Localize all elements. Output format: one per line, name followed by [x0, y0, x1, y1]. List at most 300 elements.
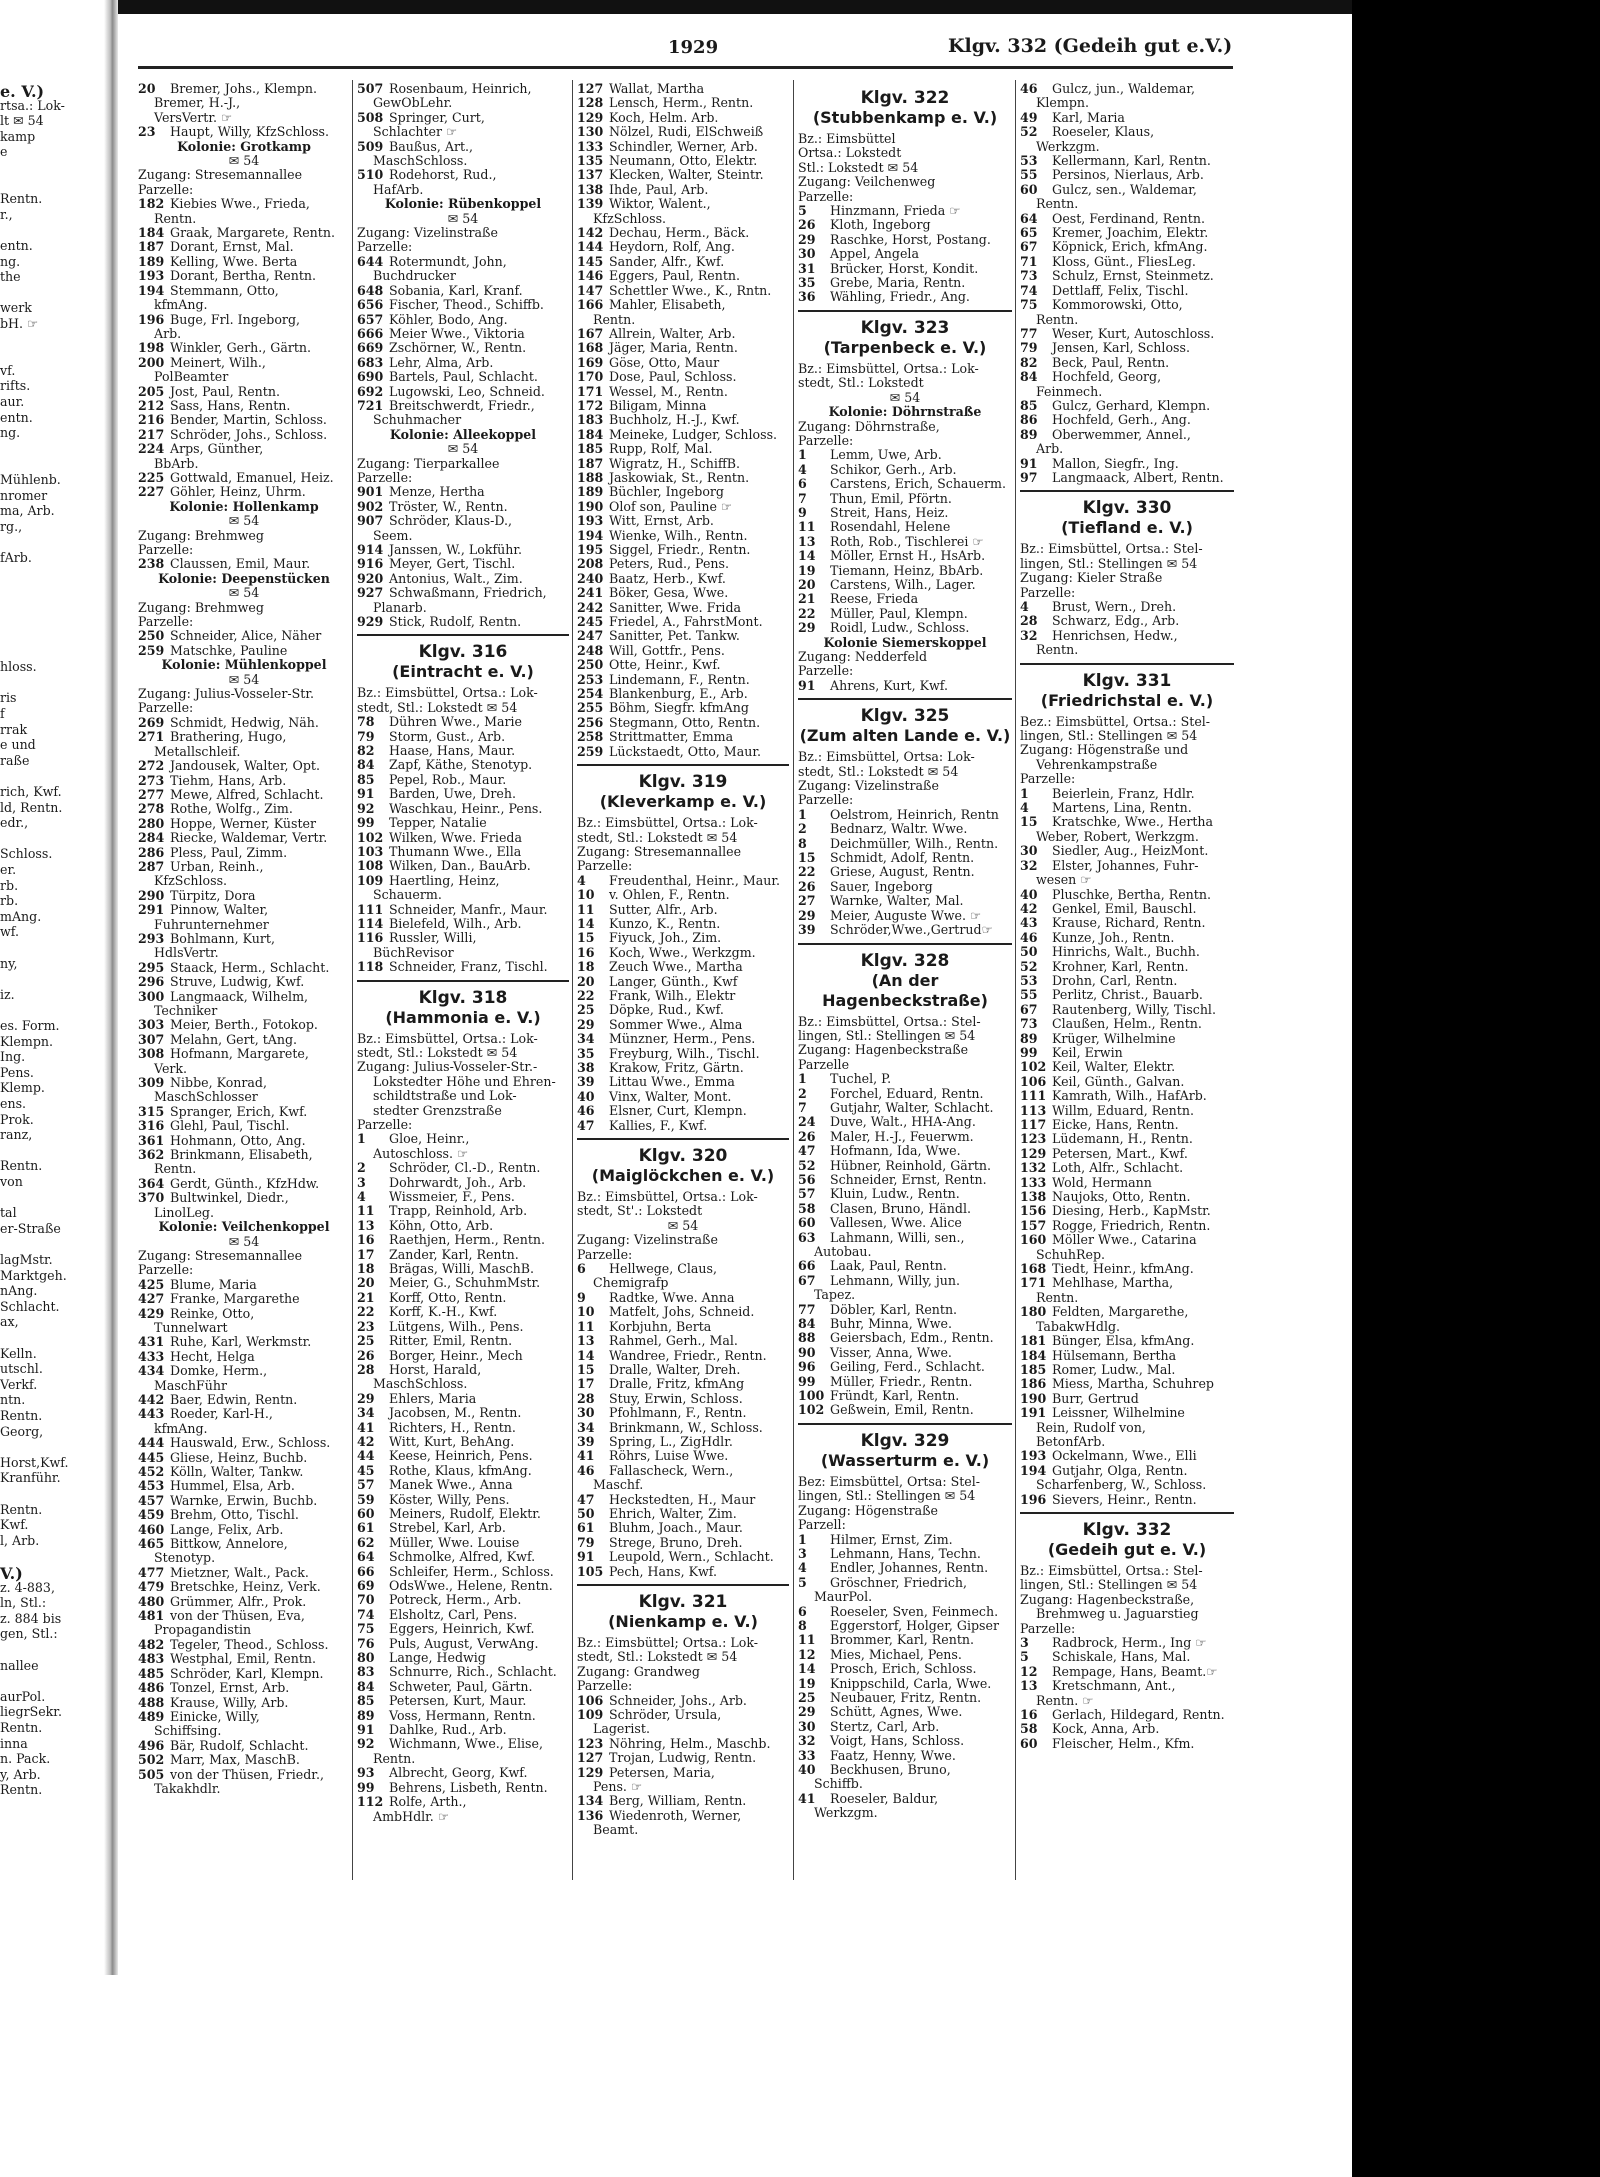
plot-number: 4: [798, 1561, 807, 1576]
previous-page-fragment: e und: [0, 737, 36, 753]
plot-number: 41: [357, 1420, 375, 1435]
plot-number: 483: [138, 1652, 165, 1667]
tenant-name: Jacobsen, M., Rentn.: [385, 1406, 522, 1421]
plot-entry: [1020, 1176, 1234, 1190]
plot-entry: [577, 255, 789, 269]
plot-entry: [798, 851, 1012, 865]
tenant-name: Tuchel, P.: [826, 1072, 892, 1087]
address-line: Ortsa.: Lokstedt: [798, 146, 902, 161]
plot-number: 157: [1020, 1218, 1047, 1233]
tenant-name: Fallascheck, Wern.,: [605, 1463, 734, 1478]
plot-entry: [357, 385, 569, 399]
association-name: (Nienkamp e. V.): [608, 1612, 758, 1631]
tenant-name: Haase, Hans, Maur.: [385, 744, 516, 759]
gutter-shadow: [104, 0, 118, 1975]
plot-entry: [1020, 1708, 1234, 1722]
tenant-name: Mietzner, Walt., Pack.: [166, 1565, 309, 1580]
tenant-name: Bretschke, Heinz, Verk.: [166, 1580, 321, 1595]
plot-entry: [357, 1132, 569, 1146]
plot-entry: [357, 1593, 569, 1607]
previous-page-fragment: mAng.: [0, 908, 42, 924]
plot-number: 690: [357, 370, 384, 385]
tenant-name: Koch, Helm. Arb.: [605, 110, 719, 125]
previous-page-fragment: lagMstr.: [0, 1252, 53, 1267]
entry-continuation: Rentn.: [1036, 1290, 1079, 1305]
association-number: Klgv. 321: [638, 1592, 728, 1612]
plot-entry: [357, 370, 569, 384]
plot-number: 488: [138, 1695, 165, 1710]
tenant-name: Naujoks, Otto, Rentn.: [1048, 1190, 1191, 1205]
plot-entry: [138, 990, 350, 1004]
plot-entry: [138, 629, 350, 643]
plot-entry: [357, 615, 569, 629]
plot-entry: [138, 788, 350, 802]
previous-page-fragment: Kwf.: [0, 1517, 29, 1533]
plot-entry: [1020, 1636, 1234, 1650]
tenant-name: Claussen, Emil, Maur.: [166, 557, 311, 572]
plot-entry: [798, 808, 1012, 822]
plot-number: 4: [798, 462, 807, 477]
plot-entry: [798, 1317, 1012, 1331]
plot-entry: [1020, 327, 1234, 341]
plot-entry: [577, 946, 789, 960]
address-line: Bz.: Eimsbüttel: [798, 132, 896, 146]
tenant-name: Dralle, Fritz, kfmAng: [605, 1377, 745, 1392]
plot-number: 99: [357, 1780, 375, 1795]
previous-page-fragment: z. 884 bis: [0, 1610, 62, 1626]
plot-number: 28: [357, 1362, 375, 1377]
tenant-name: Hauswald, Erw., Schloss.: [166, 1436, 331, 1451]
plot-number: 156: [1020, 1204, 1047, 1219]
plot-number: 132: [1020, 1161, 1047, 1176]
plot-number: 508: [357, 110, 384, 125]
previous-page-fragment: rrak: [0, 721, 28, 737]
plot-number: 245: [577, 615, 604, 630]
plot-entry: [357, 874, 569, 888]
postal-code: ✉ 54: [228, 672, 260, 687]
plot-entry: [798, 909, 1012, 923]
previous-page-fragment: f: [0, 706, 5, 721]
plot-number: 146: [577, 269, 604, 284]
entry-continuation: Werkzgm.: [814, 1806, 878, 1821]
tenant-name: Wigratz, H., SchiffB.: [605, 456, 741, 471]
entry-continuation: Stenotyp.: [154, 1551, 216, 1566]
previous-page-fragment: utschl.: [0, 1361, 43, 1377]
previous-page-fragment: entn.: [0, 409, 33, 425]
plot-number: 429: [138, 1306, 165, 1321]
plot-entry: [577, 197, 789, 211]
plot-number: 22: [798, 865, 816, 880]
plot-number: 32: [798, 1734, 816, 1749]
plot-entry: [798, 607, 1012, 621]
plot-number: 22: [577, 988, 595, 1003]
tenant-name: Janssen, W., Lokführ.: [385, 543, 523, 557]
plot-number: 31: [798, 261, 816, 276]
plot-number: 50: [1020, 945, 1038, 960]
plot-number: 26: [357, 1348, 375, 1363]
plot-entry: [357, 1262, 569, 1276]
tenant-name: Eicke, Hans, Rentn.: [1048, 1118, 1179, 1132]
address-line: Bz.: Eimsbüttel, Ortsa.: Lok-: [798, 361, 979, 376]
plot-number: 296: [138, 975, 165, 990]
plot-number: 20: [577, 974, 595, 989]
tenant-name: v. Ohlen, F., Rentn.: [605, 888, 730, 903]
plot-number: 109: [577, 1708, 604, 1723]
plot-entry: [138, 356, 350, 370]
entry-continuation: Rentn.: [1036, 312, 1079, 327]
plot-entry: [577, 716, 789, 730]
plot-entry: [577, 356, 789, 370]
section-separator: [577, 1138, 789, 1140]
plot-entry: [138, 1667, 350, 1681]
plot-entry: [798, 1360, 1012, 1374]
entry-continuation: MaschFühr: [154, 1378, 228, 1393]
tenant-name: Heckstedten, H., Maur: [605, 1492, 756, 1507]
plot-number: 40: [577, 1089, 595, 1104]
plot-number: 510: [357, 168, 384, 183]
previous-page-fragment: vf.: [0, 362, 16, 378]
tenant-name: Schweter, Paul, Gärtn.: [385, 1679, 533, 1694]
plot-number: 89: [357, 1708, 375, 1723]
plot-entry: [798, 1303, 1012, 1317]
entry-continuation: Scharfenberg, W., Schloss.: [1036, 1478, 1207, 1493]
plot-number: 85: [357, 1694, 375, 1709]
plot-number: 84: [357, 1679, 375, 1694]
column-rule: [793, 80, 794, 1880]
tenant-name: Gutjahr, Walter, Schlacht.: [826, 1100, 994, 1115]
plot-entry: [1020, 1089, 1234, 1103]
tenant-name: Pfohlmann, F., Rentn.: [605, 1406, 747, 1421]
plot-number: 692: [357, 384, 384, 399]
plot-entry: [577, 673, 789, 687]
plot-number: 193: [577, 514, 604, 529]
plot-number: 91: [357, 1723, 375, 1738]
association-number: Klgv. 323: [860, 317, 950, 338]
tenant-name: Gulcz, Gerhard, Klempn.: [1048, 398, 1211, 413]
tenant-name: Oberwemmer, Annel.,: [1048, 427, 1191, 442]
plot-number: 7: [798, 491, 807, 506]
tenant-name: Drohn, Carl, Rentn.: [1048, 973, 1178, 988]
plot-entry: [577, 1047, 789, 1061]
plot-entry: [138, 903, 350, 917]
plot-entry: [357, 1176, 569, 1190]
plot-number: 489: [138, 1709, 165, 1724]
plot-number: 64: [1020, 211, 1038, 226]
plot-number: 208: [577, 557, 604, 572]
plot-number: 84: [357, 758, 375, 773]
plot-number: 75: [357, 1622, 375, 1637]
access-road: Zugang: Veilchenweg: [798, 175, 936, 190]
tenant-name: Gerlach, Hildegard, Rentn.: [1048, 1708, 1225, 1723]
plot-entry: [577, 1003, 789, 1017]
plot-number: 183: [577, 413, 604, 428]
plot-entry: [357, 1435, 569, 1449]
plot-entry: [798, 1216, 1012, 1230]
tenant-name: Müller, Wwe. Louise: [385, 1535, 520, 1550]
plot-entry: [357, 298, 569, 312]
plot-number: 291: [138, 903, 165, 918]
previous-page-fragment: ma, Arb.: [0, 503, 55, 519]
tenant-name: Dohrwardt, Joh., Arb.: [385, 1175, 527, 1190]
plot-label: Parzelle:: [138, 615, 194, 630]
tenant-name: Zander, Karl, Rentn.: [385, 1247, 519, 1262]
plot-number: 123: [577, 1736, 604, 1751]
tenant-name: Brücker, Horst, Kondit.: [826, 261, 979, 276]
plot-number: 138: [577, 182, 604, 197]
plot-number: 56: [798, 1172, 816, 1187]
plot-number: 224: [138, 442, 165, 457]
plot-entry: [798, 1749, 1012, 1763]
plot-number: 83: [357, 1665, 375, 1680]
plot-entry: [1020, 974, 1234, 988]
previous-page-fragment: ng.: [0, 425, 21, 441]
previous-page-fragment: ny,: [0, 955, 18, 971]
plot-entry: [577, 471, 789, 485]
tenant-name: Bednarz, Waltr. Wwe.: [826, 822, 968, 837]
tenant-name: Wichmann, Wwe., Elise,: [385, 1737, 543, 1752]
plot-entry: [798, 1720, 1012, 1734]
tenant-name: Dorant, Bertha, Rentn.: [166, 269, 317, 284]
plot-entry: [357, 917, 569, 931]
plot-entry: [357, 1219, 569, 1233]
plot-number: 293: [138, 931, 165, 946]
plot-entry: [1020, 888, 1234, 902]
plot-number: 242: [577, 600, 604, 615]
tenant-name: Kamrath, Wilh., HafArb.: [1048, 1089, 1207, 1104]
plot-entry: [357, 1478, 569, 1492]
tenant-name: Zapf, Käthe, Stenotyp.: [385, 758, 533, 773]
association-number: Klgv. 322: [860, 88, 950, 108]
plot-entry: [1020, 1075, 1234, 1089]
plot-entry: [357, 1579, 569, 1593]
plot-entry: [1020, 154, 1234, 168]
tenant-name: Buge, Frl. Ingeborg,: [166, 312, 301, 327]
tenant-name: Möller, Ernst H., HsArb.: [826, 549, 986, 564]
entry-continuation: PolBeamter: [154, 370, 229, 385]
plot-entry: [138, 1393, 350, 1407]
directory-column: [138, 82, 350, 1796]
tenant-name: Schneider, Franz, Tischl.: [385, 960, 548, 975]
tenant-name: Keese, Heinrich, Pens.: [385, 1449, 533, 1464]
entry-continuation: SchuhRep.: [1036, 1247, 1106, 1262]
plot-entry: [357, 1795, 569, 1809]
entry-continuation: AmbHdlr. ☞: [373, 1809, 450, 1824]
plot-entry: [1020, 428, 1234, 442]
plot-number: 916: [357, 557, 384, 572]
plot-entry: [138, 255, 350, 269]
tenant-name: Kluin, Ludw., Rentn.: [826, 1187, 960, 1202]
plot-entry: [357, 1291, 569, 1305]
plot-entry: [798, 247, 1012, 261]
plot-number: 460: [138, 1522, 165, 1537]
plot-entry: [577, 413, 789, 427]
association-name: (Wasserturm e. V.): [820, 1450, 990, 1470]
plot-entry: [798, 1763, 1012, 1777]
tenant-name: Hülsemann, Bertha: [1048, 1348, 1177, 1363]
tenant-name: Springer, Curt,: [385, 110, 485, 125]
plot-number: 57: [357, 1478, 375, 1493]
plot-number: 32: [1020, 858, 1038, 873]
plot-number: 66: [798, 1259, 816, 1274]
plot-number: 227: [138, 485, 165, 500]
postal-code: ✉ 54: [667, 1218, 699, 1233]
plot-number: 271: [138, 730, 165, 745]
plot-number: 30: [1020, 844, 1038, 859]
entry-continuation: Schiffsing.: [154, 1724, 222, 1739]
tenant-name: Oest, Ferdinand, Rentn.: [1048, 211, 1205, 226]
address-line: Bz.: Eimsbüttel, Ortsa.: Lok-: [577, 816, 758, 831]
tenant-name: Sass, Hans, Rentn.: [166, 398, 291, 413]
previous-page-fragment: Verkf.: [0, 1376, 38, 1392]
plot-number: 284: [138, 831, 165, 846]
plot-number: 91: [798, 678, 816, 693]
plot-number: 60: [1020, 1736, 1038, 1751]
tenant-name: Lange, Felix, Arb.: [166, 1522, 284, 1537]
plot-number: 20: [357, 1276, 375, 1291]
plot-number: 300: [138, 989, 165, 1004]
plot-number: 8: [798, 1618, 807, 1633]
tenant-name: Gliese, Heinz, Buchb.: [166, 1450, 308, 1465]
plot-number: 29: [798, 1705, 816, 1720]
plot-entry: [1020, 1204, 1234, 1218]
plot-entry: [1020, 1363, 1234, 1377]
plot-number: 459: [138, 1508, 165, 1523]
section-separator: [1020, 663, 1234, 665]
tenant-name: Brust, Wern., Dreh.: [1048, 600, 1177, 614]
tenant-name: Schettler Wwe., K., Rntn.: [605, 283, 772, 298]
plot-number: 127: [577, 1751, 604, 1766]
address-line: lingen, Stl.: Stellingen ✉ 54: [1020, 556, 1198, 571]
tenant-name: Witt, Kurt, BehAng.: [385, 1434, 515, 1449]
plot-number: 88: [798, 1331, 816, 1346]
plot-number: 194: [1020, 1463, 1047, 1478]
plot-number: 644: [357, 254, 384, 269]
access-road: Zugang: Brehmweg: [138, 600, 264, 615]
tenant-name: Karl, Maria: [1048, 110, 1125, 125]
plot-number: 434: [138, 1364, 165, 1379]
plot-number: 18: [357, 1262, 375, 1277]
plot-number: 308: [138, 1047, 165, 1062]
tenant-name: Neubauer, Fritz, Rentn.: [826, 1690, 982, 1705]
tenant-name: OdsWwe., Helene, Rentn.: [385, 1579, 553, 1593]
previous-page-fragment: wf.: [0, 924, 19, 940]
colony-heading: Kolonie: Alleekoppel: [389, 427, 537, 442]
plot-number: 106: [1020, 1074, 1047, 1089]
previous-page-fragment: aurPol.: [0, 1688, 46, 1704]
plot-entry: [357, 1536, 569, 1550]
tenant-name: Lehmann, Willy, jun.: [826, 1273, 960, 1288]
plot-number: 185: [577, 442, 604, 457]
tenant-name: Schwaßmann, Friedrich,: [385, 586, 547, 601]
tenant-name: Ahrens, Kurt, Kwf.: [826, 678, 948, 693]
association-number: Klgv. 320: [638, 1146, 728, 1167]
scan-top-edge: [118, 0, 1352, 14]
plot-number: 44: [357, 1449, 375, 1464]
entry-continuation: Metallschleif.: [154, 744, 241, 759]
plot-entry: [577, 644, 789, 658]
plot-entry: [577, 1421, 789, 1435]
plot-number: 36: [798, 290, 816, 305]
colony-heading: Kolonie Siemerskoppel: [823, 635, 987, 650]
tenant-name: Sobania, Karl, Kranf.: [385, 283, 523, 298]
tenant-name: Lugowski, Leo, Schneid.: [385, 384, 545, 399]
tenant-name: Richters, H., Rentn.: [385, 1420, 516, 1435]
plot-entry: [138, 1479, 350, 1493]
access-road: Zugang: Högenstraße: [798, 1503, 938, 1518]
plot-number: 3: [357, 1175, 366, 1190]
tenant-name: Frank, Wilh., Elektr: [605, 988, 736, 1003]
plot-number: 35: [798, 276, 816, 291]
tenant-name: Bender, Martin, Schloss.: [166, 413, 327, 428]
plot-number: 136: [577, 1808, 604, 1823]
tenant-name: Wilken, Dan., BauArb.: [385, 859, 531, 874]
tenant-name: Zeuch Wwe., Martha: [605, 960, 743, 975]
tenant-name: Zschörner, W., Rentn.: [385, 341, 527, 356]
tenant-name: Hübner, Reinhold, Gärtn.: [826, 1158, 991, 1173]
tenant-name: Pech, Hans, Kwf.: [605, 1564, 718, 1579]
plot-entry: [798, 1619, 1012, 1633]
entry-continuation: KfzSchloss.: [154, 874, 228, 889]
plot-number: 62: [357, 1535, 375, 1550]
address-line: stedt, Stl.: Lokstedt ✉ 54: [798, 764, 959, 779]
plot-entry: [798, 290, 1012, 304]
plot-entry: [1020, 1722, 1234, 1736]
plot-entry: [798, 865, 1012, 879]
plot-entry: [357, 1334, 569, 1348]
tenant-name: Stemmann, Otto,: [166, 283, 279, 298]
plot-number: 196: [138, 312, 165, 327]
plot-number: 133: [1020, 1175, 1047, 1190]
plot-entry: [798, 564, 1012, 578]
plot-number: 184: [1020, 1348, 1047, 1363]
plot-number: 452: [138, 1465, 165, 1479]
tenant-name: Ruhe, Karl, Werkmstr.: [166, 1335, 312, 1350]
plot-number: 914: [357, 543, 384, 557]
tenant-name: Genkel, Emil, Bauschl.: [1048, 901, 1197, 916]
plot-number: 85: [1020, 398, 1038, 413]
previous-page-fragment: lt ✉ 54: [0, 113, 44, 129]
tenant-name: Trojan, Ludwig, Rentn.: [605, 1751, 757, 1766]
plot-entry: [577, 745, 789, 759]
entry-continuation: Rentn.: [593, 312, 636, 327]
plot-entry: [577, 1766, 789, 1780]
plot-number: 278: [138, 802, 165, 817]
previous-page-fragment: gen, Stl.:: [0, 1626, 58, 1642]
plot-number: 59: [357, 1492, 375, 1507]
tenant-name: Winkler, Gerh., Gärtn.: [166, 341, 312, 356]
entry-continuation: kfmAng.: [154, 1421, 208, 1436]
tenant-name: Brinkmann, Elisabeth,: [166, 1148, 313, 1163]
tenant-name: Matfelt, Johs, Schneid.: [605, 1305, 755, 1320]
plot-entry: [798, 1072, 1012, 1086]
tenant-name: Gulcz, sen., Waldemar,: [1048, 182, 1197, 197]
tenant-name: Duve, Walt., HHA-Ang.: [826, 1115, 976, 1130]
plot-number: 46: [1020, 82, 1038, 96]
previous-page-fragment: Rentn.: [0, 191, 43, 207]
plot-number: 442: [138, 1392, 165, 1407]
tenant-name: Dorant, Ernst, Mal.: [166, 240, 294, 255]
entry-continuation: Bremer, H.-J.,: [154, 96, 241, 111]
plot-entry: [357, 327, 569, 341]
tenant-name: Elsner, Curt, Klempn.: [605, 1104, 747, 1119]
entry-continuation: Vehrenkampstraße: [1036, 757, 1158, 772]
plot-entry: [577, 1493, 789, 1507]
tenant-name: Grümmer, Alfr., Prok.: [166, 1594, 307, 1609]
plot-number: 16: [577, 945, 595, 960]
plot-entry: [798, 506, 1012, 520]
plot-entry: [1020, 1132, 1234, 1146]
plot-entry: [1020, 1650, 1234, 1664]
